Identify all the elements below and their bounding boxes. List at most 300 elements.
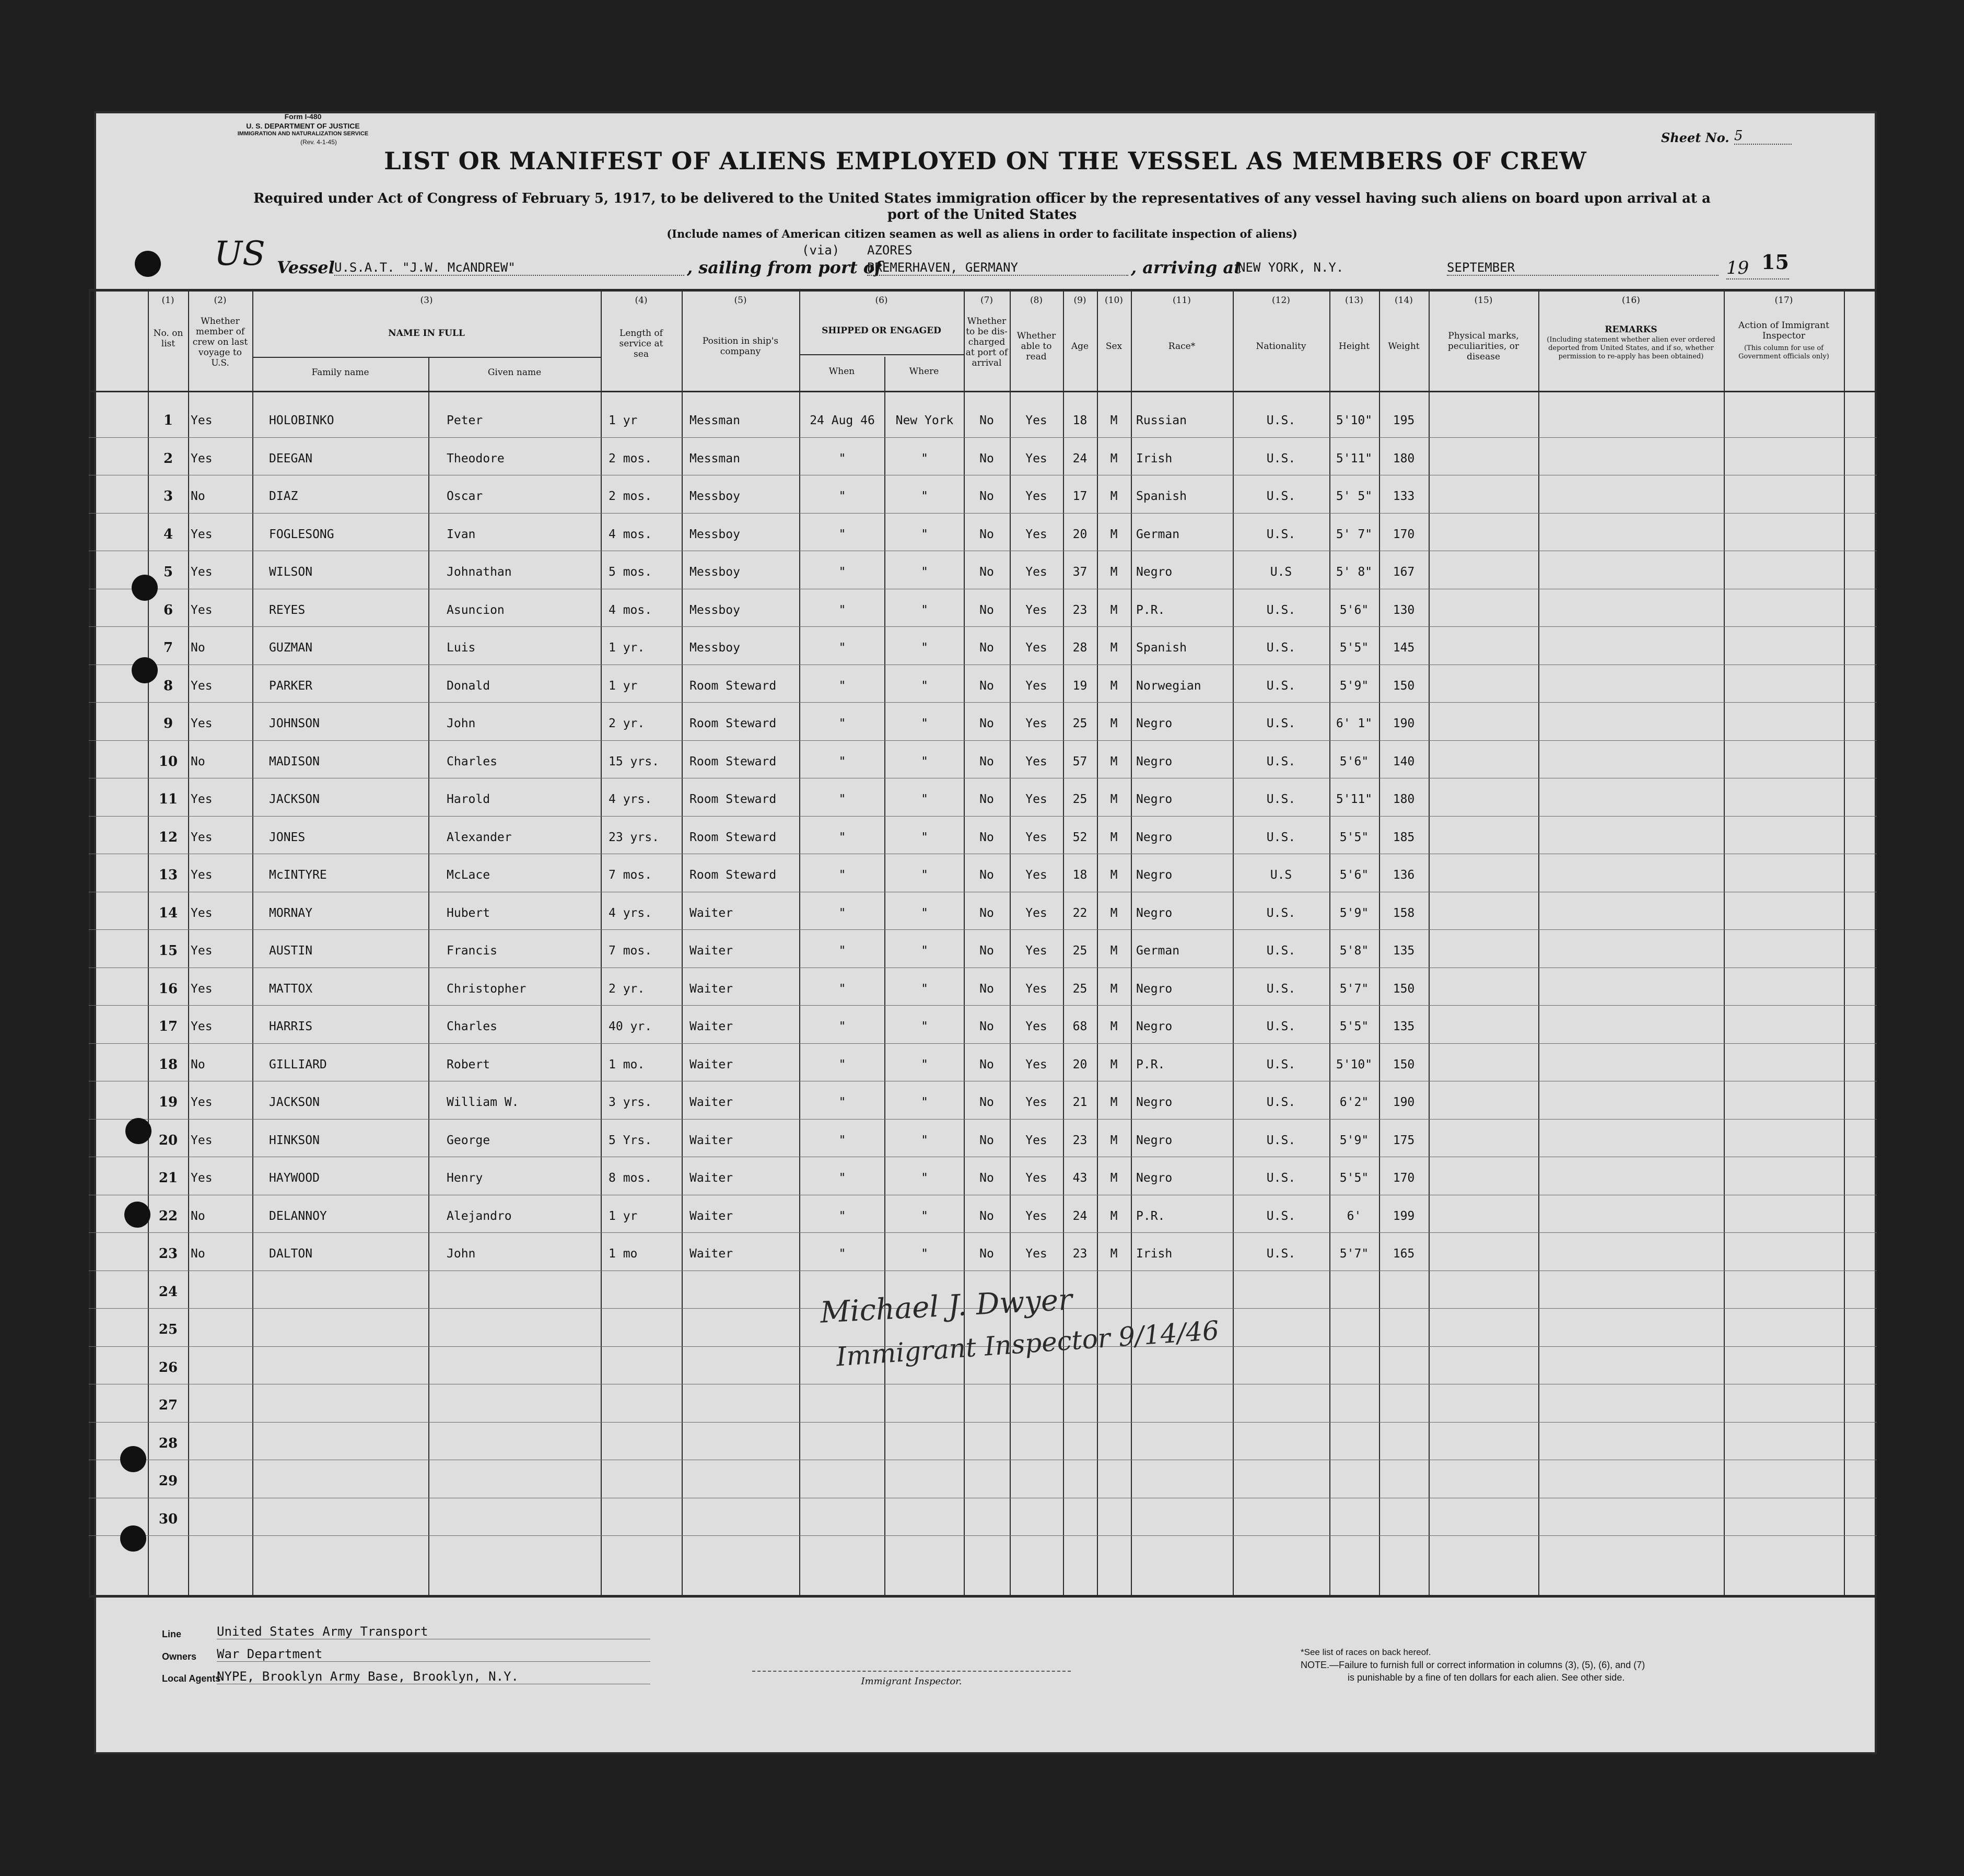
cell-service: 23 yrs.: [609, 830, 659, 844]
row-number: 14: [158, 905, 178, 921]
cell-discharged: No: [979, 1133, 994, 1147]
cell-weight: 170: [1393, 1171, 1415, 1185]
row-rule: [89, 740, 1877, 741]
cell-read: Yes: [1025, 906, 1047, 920]
cell-height: 5'6": [1339, 603, 1369, 617]
col-header-action-note: (This column for use of Government officials only): [1738, 344, 1829, 360]
cell-given: McLace: [447, 868, 490, 882]
cell-height: 5'7": [1339, 982, 1369, 996]
manifest-sheet: [94, 111, 1877, 1754]
cell-service: 4 mos.: [609, 603, 652, 617]
cell-given: Robert: [447, 1057, 490, 1071]
cell-family: PARKER: [269, 679, 313, 693]
cell-age: 20: [1072, 527, 1088, 541]
cell-height: 5'10": [1336, 414, 1373, 427]
cell-height: 5'7": [1339, 1247, 1369, 1261]
row-number: 5: [163, 564, 173, 580]
cell-service: 1 yr: [609, 414, 638, 427]
cell-discharged: No: [979, 982, 994, 996]
cell-family: DIAZ: [269, 490, 298, 503]
row-number: 13: [158, 867, 178, 883]
table-bottom-rule: [89, 1595, 1877, 1598]
col-rule: [1844, 289, 1845, 1597]
cell-family: DEEGAN: [269, 451, 313, 465]
cell-age: 57: [1072, 754, 1088, 768]
cell-nationality: U.S.: [1266, 830, 1296, 844]
col-rule: [682, 289, 683, 1597]
cell-weight: 185: [1393, 830, 1415, 844]
cell-when: ": [838, 1209, 846, 1223]
cell-race: Spanish: [1136, 641, 1187, 655]
binder-hole: [120, 1446, 146, 1472]
cell-discharged: No: [979, 1171, 994, 1185]
cell-given: Theodore: [447, 451, 505, 465]
cell-discharged: No: [979, 830, 994, 844]
cell-prev: No: [191, 754, 205, 768]
cell-where: ": [921, 793, 928, 806]
cell-family: HAYWOOD: [269, 1171, 320, 1185]
cell-nationality: U.S.: [1266, 1171, 1296, 1185]
cell-where: ": [921, 1096, 928, 1109]
inspector-sign-line: [752, 1671, 1071, 1672]
cell-age: 25: [1072, 944, 1088, 958]
cell-sex: M: [1110, 1171, 1118, 1185]
col-rule: [799, 289, 800, 1597]
col-header-given-name: Given name: [487, 367, 542, 378]
cell-prev: Yes: [191, 451, 213, 465]
cell-given: Charles: [447, 754, 497, 768]
row-number: 29: [158, 1473, 178, 1489]
subtitle-line3: (Include names of American citizen seamen as well as aliens in order to facilitate inspection of aliens): [667, 227, 1297, 240]
cell-family: DALTON: [269, 1247, 313, 1261]
cell-when: ": [838, 944, 846, 958]
cell-height: 5' 5": [1336, 490, 1373, 503]
cell-read: Yes: [1025, 490, 1047, 503]
cell-sex: M: [1110, 1209, 1118, 1223]
cell-family: HARRIS: [269, 1020, 313, 1033]
cell-when: 24 Aug 46: [810, 414, 875, 427]
cell-position: Waiter: [689, 944, 733, 958]
cell-height: 5'6": [1339, 868, 1369, 882]
cell-age: 18: [1072, 414, 1088, 427]
row-number: 25: [158, 1322, 178, 1337]
cell-age: 68: [1072, 1020, 1088, 1033]
row-rule: [89, 1422, 1877, 1423]
cell-race: Negro: [1136, 793, 1173, 806]
col-num: (6): [875, 295, 888, 306]
col-header-read: Whether able to read: [1016, 331, 1056, 362]
cell-age: 37: [1072, 565, 1088, 579]
cell-when: ": [838, 527, 846, 541]
cell-service: 2 yr.: [609, 717, 645, 730]
cell-height: 5'9": [1339, 679, 1369, 693]
col-header-nationality: Nationality: [1256, 341, 1306, 352]
cell-position: Waiter: [689, 1209, 733, 1223]
subtitle-line2: port of the United States: [887, 207, 1077, 223]
cell-sex: M: [1110, 451, 1118, 465]
cell-given: Christopher: [447, 982, 527, 996]
cell-prev: Yes: [191, 1096, 213, 1109]
cell-nationality: U.S.: [1266, 1096, 1296, 1109]
cell-weight: 133: [1393, 490, 1415, 503]
cell-given: George: [447, 1133, 490, 1147]
cell-race: Spanish: [1136, 490, 1187, 503]
binder-hole: [135, 251, 161, 277]
col-header-remarks-note: (Including statement whether alien ever ordered deported from United States, and if so, whether permission to re-apply has been obtained): [1547, 336, 1715, 360]
cell-service: 1 mo: [609, 1247, 638, 1261]
cell-height: 5'5": [1339, 1020, 1369, 1033]
cell-position: Messboy: [689, 603, 740, 617]
cell-where: ": [921, 603, 928, 617]
cell-family: MADISON: [269, 754, 320, 768]
arriving-label: , arriving at: [1131, 258, 1242, 277]
cell-sex: M: [1110, 490, 1118, 503]
col-rule: [884, 357, 885, 1597]
cell-given: Alexander: [447, 830, 512, 844]
cell-age: 25: [1072, 717, 1088, 730]
cell-position: Messman: [689, 414, 740, 427]
cell-read: Yes: [1025, 414, 1047, 427]
cell-race: Negro: [1136, 982, 1173, 996]
binder-hole: [132, 575, 158, 601]
cell-service: 15 yrs.: [609, 754, 659, 768]
footer-line-value: United States Army Transport: [217, 1624, 650, 1639]
cell-where: ": [921, 754, 928, 768]
cell-weight: 190: [1393, 717, 1415, 730]
row-number: 30: [158, 1511, 178, 1527]
cell-height: 5'6": [1339, 754, 1369, 768]
cell-prev: Yes: [191, 414, 213, 427]
shipped-subheader-rule: [799, 354, 964, 355]
cell-nationality: U.S.: [1266, 679, 1296, 693]
cell-service: 3 yrs.: [609, 1096, 652, 1109]
row-number: 11: [158, 791, 178, 807]
cell-service: 1 mo.: [609, 1057, 645, 1071]
cell-position: Messboy: [689, 641, 740, 655]
cell-read: Yes: [1025, 1171, 1047, 1185]
cell-read: Yes: [1025, 1020, 1047, 1033]
binder-hole: [124, 1202, 150, 1228]
cell-age: 19: [1072, 679, 1088, 693]
cell-age: 52: [1072, 830, 1088, 844]
footer-note-fine-cont: is punishable by a fine of ten dollars for each alien. See other side.: [1348, 1672, 1625, 1683]
cell-weight: 135: [1393, 1020, 1415, 1033]
cell-height: 5'11": [1336, 451, 1373, 465]
cell-height: 5'5": [1339, 641, 1369, 655]
footer-note-fine: NOTE.—Failure to furnish full or correct information in columns (3), (5), (6), and (7): [1301, 1660, 1645, 1670]
cell-nationality: U.S.: [1266, 754, 1296, 768]
cell-discharged: No: [979, 603, 994, 617]
cell-sex: M: [1110, 603, 1118, 617]
cell-given: Luis: [447, 641, 476, 655]
cell-given: Alejandro: [447, 1209, 512, 1223]
cell-given: Harold: [447, 793, 490, 806]
cell-read: Yes: [1025, 641, 1047, 655]
row-rule: [89, 626, 1877, 627]
cell-height: 6': [1347, 1209, 1362, 1223]
cell-discharged: No: [979, 717, 994, 730]
cell-position: Room Steward: [689, 868, 777, 882]
col-num: (14): [1395, 295, 1413, 306]
cell-prev: Yes: [191, 793, 213, 806]
cell-discharged: No: [979, 906, 994, 920]
row-number: 22: [158, 1208, 178, 1224]
cell-when: ": [838, 868, 846, 882]
row-rule: [89, 1119, 1877, 1120]
cell-read: Yes: [1025, 754, 1047, 768]
cell-nationality: U.S.: [1266, 1133, 1296, 1147]
cell-race: P.R.: [1136, 603, 1165, 617]
cell-prev: No: [191, 1209, 205, 1223]
col-num: (5): [734, 295, 747, 306]
cell-read: Yes: [1025, 830, 1047, 844]
cell-race: Negro: [1136, 868, 1173, 882]
cell-when: ": [838, 490, 846, 503]
cell-sex: M: [1110, 754, 1118, 768]
col-num: (8): [1030, 295, 1043, 306]
via-label: (via): [802, 243, 840, 258]
col-header-race: Race*: [1168, 341, 1196, 352]
cell-age: 25: [1072, 793, 1088, 806]
footer-inspector-label: Immigrant Inspector.: [861, 1676, 962, 1687]
cell-height: 5'11": [1336, 793, 1373, 806]
footer-owners-value: War Department: [217, 1647, 650, 1662]
cell-read: Yes: [1025, 717, 1047, 730]
cell-when: ": [838, 1096, 846, 1109]
cell-service: 1 yr: [609, 679, 638, 693]
cell-prev: No: [191, 641, 205, 655]
cell-service: 7 mos.: [609, 868, 652, 882]
cell-where: ": [921, 1247, 928, 1261]
cell-height: 5' 8": [1336, 565, 1373, 579]
cell-prev: No: [191, 1247, 205, 1261]
cell-prev: Yes: [191, 944, 213, 958]
cell-when: ": [838, 793, 846, 806]
cell-age: 28: [1072, 641, 1088, 655]
form-department: U. S. DEPARTMENT OF JUSTICE: [246, 122, 360, 130]
cell-discharged: No: [979, 527, 994, 541]
cell-race: Negro: [1136, 906, 1173, 920]
row-rule: [89, 437, 1877, 438]
col-header-name: NAME IN FULL: [388, 328, 465, 339]
col-rule: [252, 289, 253, 1597]
row-number: 21: [158, 1170, 178, 1186]
cell-given: William W.: [447, 1096, 519, 1109]
col-rule: [1010, 289, 1011, 1597]
cell-weight: 130: [1393, 603, 1415, 617]
row-number: 15: [158, 943, 178, 959]
cell-prev: Yes: [191, 717, 213, 730]
cell-age: 23: [1072, 603, 1088, 617]
cell-service: 1 yr.: [609, 641, 645, 655]
cell-sex: M: [1110, 868, 1118, 882]
cell-where: ": [921, 1133, 928, 1147]
cell-given: John: [447, 717, 476, 730]
cell-when: ": [838, 451, 846, 465]
row-rule: [89, 1535, 1877, 1536]
cell-family: GILLIARD: [269, 1057, 327, 1071]
col-num: (7): [980, 295, 993, 306]
col-header-sex: Sex: [1105, 341, 1123, 352]
cell-discharged: No: [979, 679, 994, 693]
cell-given: Asuncion: [447, 603, 505, 617]
cell-given: John: [447, 1247, 476, 1261]
col-header-action: Action of Immigrant Inspector: [1738, 320, 1829, 341]
col-rule: [1131, 289, 1132, 1597]
cell-sex: M: [1110, 679, 1118, 693]
cell-service: 4 mos.: [609, 527, 652, 541]
cell-family: MATTOX: [269, 982, 313, 996]
row-number: 3: [163, 488, 173, 504]
cell-family: REYES: [269, 603, 306, 617]
cell-height: 5'5": [1339, 1171, 1369, 1185]
cell-where: ": [921, 1020, 928, 1033]
cell-read: Yes: [1025, 1247, 1047, 1261]
cell-nationality: U.S.: [1266, 451, 1296, 465]
cell-read: Yes: [1025, 679, 1047, 693]
cell-when: ": [838, 1133, 846, 1147]
col-header-age: Age: [1071, 341, 1089, 352]
cell-service: 5 mos.: [609, 565, 652, 579]
cell-when: ": [838, 565, 846, 579]
cell-weight: 170: [1393, 527, 1415, 541]
cell-sex: M: [1110, 1057, 1118, 1071]
col-rule: [601, 289, 602, 1597]
cell-nationality: U.S.: [1266, 490, 1296, 503]
cell-age: 24: [1072, 451, 1088, 465]
cell-position: Waiter: [689, 1133, 733, 1147]
cell-prev: Yes: [191, 679, 213, 693]
cell-discharged: No: [979, 1020, 994, 1033]
col-header-height: Height: [1339, 341, 1370, 352]
cell-family: JACKSON: [269, 1096, 320, 1109]
page-title: LIST OR MANIFEST OF ALIENS EMPLOYED ON THE VESSEL AS MEMBERS OF CREW: [384, 147, 1587, 175]
cell-read: Yes: [1025, 982, 1047, 996]
cell-where: ": [921, 527, 928, 541]
cell-where: ": [921, 982, 928, 996]
form-number: Form I-480: [284, 112, 322, 121]
cell-height: 6'2": [1339, 1096, 1369, 1109]
row-number: 12: [158, 829, 178, 845]
cell-family: JOHNSON: [269, 717, 320, 730]
row-number: 9: [163, 716, 173, 731]
cell-service: 2 mos.: [609, 451, 652, 465]
cell-race: Irish: [1136, 451, 1173, 465]
cell-family: DELANNOY: [269, 1209, 327, 1223]
col-num: (9): [1073, 295, 1086, 306]
cell-family: JONES: [269, 830, 306, 844]
col-header-position: Position in ship's company: [702, 336, 779, 357]
form-service: IMMIGRATION AND NATURALIZATION SERVICE: [237, 131, 369, 137]
col-rule: [148, 289, 149, 1597]
footer-agents-value: NYPE, Brooklyn Army Base, Brooklyn, N.Y.: [217, 1669, 650, 1684]
cell-when: ": [838, 1057, 846, 1071]
sheet-label: Sheet No.: [1661, 130, 1729, 145]
row-number: 8: [163, 678, 173, 694]
cell-prev: Yes: [191, 906, 213, 920]
cell-position: Room Steward: [689, 754, 777, 768]
col-header-service: Length of service at sea: [619, 328, 663, 359]
cell-position: Room Steward: [689, 793, 777, 806]
cell-family: McINTYRE: [269, 868, 327, 882]
table-top-rule: [89, 289, 1877, 292]
cell-given: Donald: [447, 679, 490, 693]
col-num: (13): [1345, 295, 1363, 306]
row-rule: [89, 513, 1877, 514]
cell-position: Room Steward: [689, 717, 777, 730]
cell-family: MORNAY: [269, 906, 313, 920]
col-num: (2): [214, 295, 227, 306]
cell-age: 43: [1072, 1171, 1088, 1185]
cell-nationality: U.S.: [1266, 982, 1296, 996]
arriving-port: NEW YORK, N.Y.: [1238, 260, 1344, 275]
cell-where: ": [921, 1057, 928, 1071]
cell-where: ": [921, 641, 928, 655]
cell-read: Yes: [1025, 944, 1047, 958]
cell-discharged: No: [979, 793, 994, 806]
cell-age: 21: [1072, 1096, 1088, 1109]
cell-nationality: U.S.: [1266, 717, 1296, 730]
cell-sex: M: [1110, 565, 1118, 579]
cell-when: ": [838, 906, 846, 920]
cell-discharged: No: [979, 754, 994, 768]
row-number: 7: [163, 640, 173, 656]
binder-hole: [125, 1118, 151, 1144]
row-number: 24: [158, 1284, 178, 1300]
col-rule: [188, 289, 189, 1597]
cell-service: 8 mos.: [609, 1171, 652, 1185]
row-number: 23: [158, 1246, 178, 1262]
from-port: BREMERHAVEN, GERMANY: [867, 260, 1128, 276]
cell-discharged: No: [979, 1247, 994, 1261]
cell-sex: M: [1110, 944, 1118, 958]
name-subheader-rule: [252, 357, 601, 358]
cell-read: Yes: [1025, 527, 1047, 541]
col-rule: [1233, 289, 1234, 1597]
col-rule: [964, 289, 965, 1597]
cell-race: P.R.: [1136, 1057, 1165, 1071]
cell-race: Russian: [1136, 414, 1187, 427]
cell-weight: 199: [1393, 1209, 1415, 1223]
col-header-family-name: Family name: [311, 367, 369, 378]
col-header-where: Where: [909, 366, 939, 377]
cell-position: Waiter: [689, 1247, 733, 1261]
vessel-label: Vessel: [277, 258, 335, 277]
cell-family: WILSON: [269, 565, 313, 579]
year-prefix: 19: [1726, 258, 1789, 279]
cell-prev: Yes: [191, 868, 213, 882]
col-rule: [1329, 289, 1330, 1597]
row-rule: [89, 702, 1877, 703]
cell-read: Yes: [1025, 1057, 1047, 1071]
cell-service: 7 mos.: [609, 944, 652, 958]
cell-given: Oscar: [447, 490, 483, 503]
cell-nationality: U.S: [1270, 565, 1292, 579]
cell-nationality: U.S.: [1266, 906, 1296, 920]
col-header-physical: Physical marks, peculiarities, or disease: [1447, 331, 1519, 362]
cell-race: Norwegian: [1136, 679, 1201, 693]
cell-weight: 135: [1393, 944, 1415, 958]
cell-position: Messboy: [689, 527, 740, 541]
col-num: (10): [1105, 295, 1123, 306]
cell-service: 4 yrs.: [609, 793, 652, 806]
arrival-day: 15: [1761, 250, 1789, 274]
cell-read: Yes: [1025, 565, 1047, 579]
col-num: (1): [161, 295, 174, 306]
cell-family: JACKSON: [269, 793, 320, 806]
cell-race: Negro: [1136, 1020, 1173, 1033]
row-number: 10: [158, 753, 178, 770]
